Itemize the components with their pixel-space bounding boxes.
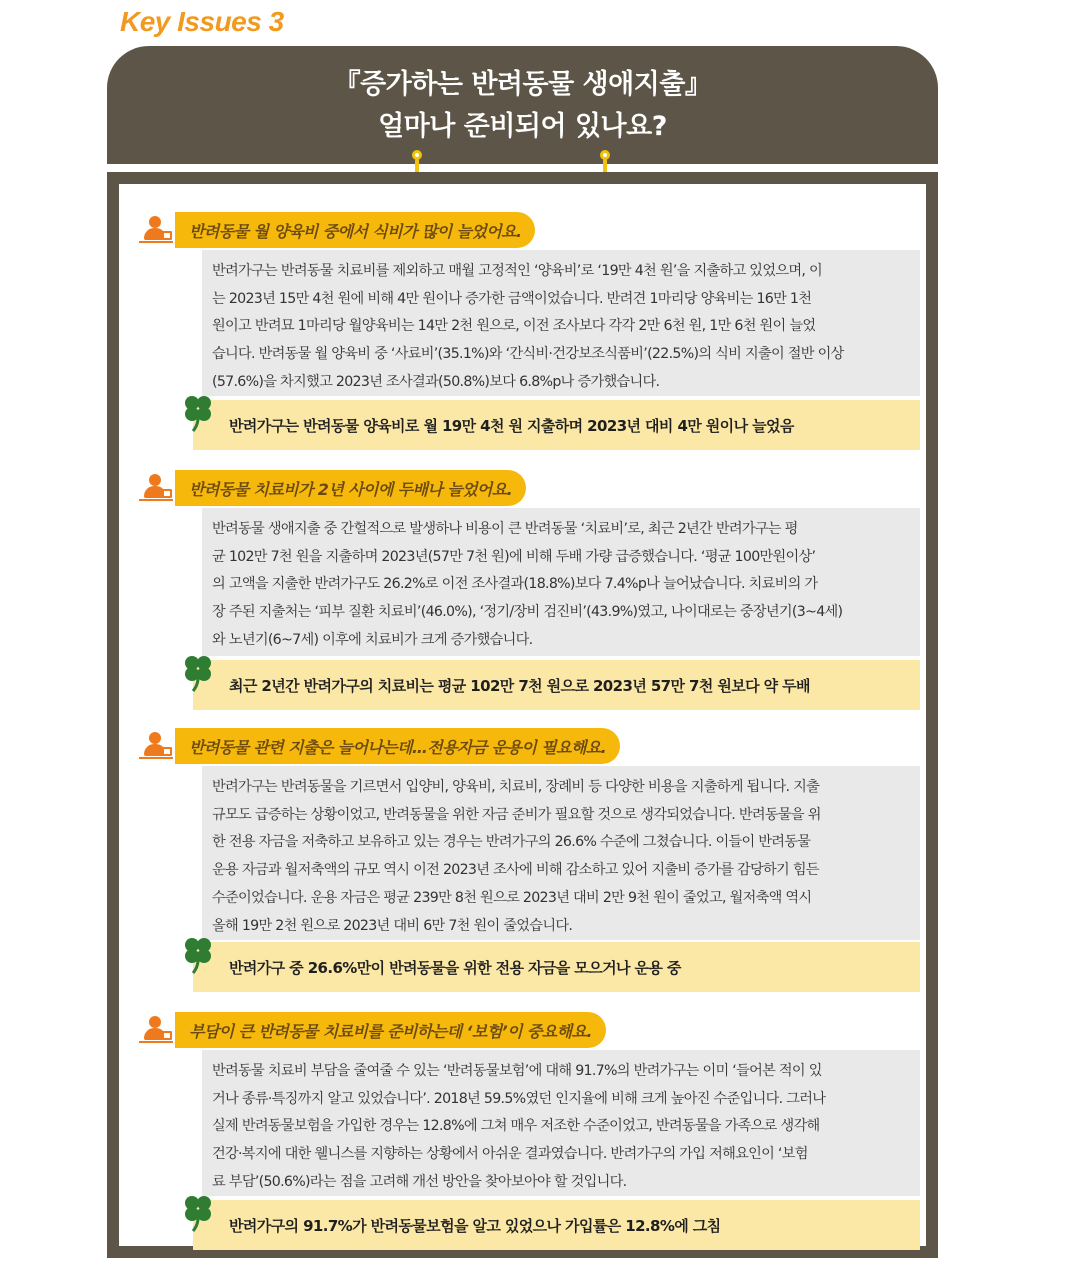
body-line: 균 102만 7천 원을 지출하며 2023년(57만 7천 원)에 비해 두배 가량 급증했습니다. ‘평균 100만원이상’ — [212, 548, 816, 565]
body-line: 한 전용 자금을 저축하고 보유하고 있는 경우는 반려가구의 26.6% 수준에 그쳤습니다. 이들이 반려동물 — [212, 834, 811, 851]
caretaker-icon — [139, 474, 173, 502]
body-line: 의 고액을 지출한 반려가구도 26.2%로 이전 조사결과(18.8%)보다 7.4%p나 늘어났습니다. 치료비의 가 — [212, 576, 818, 593]
title-line-2: 얼마나 준비되어 있나요? — [378, 111, 667, 142]
body-line: 올해 19만 2천 원으로 2023년 대비 6만 7천 원이 줄었습니다. — [212, 917, 573, 934]
clover-icon — [181, 392, 215, 432]
section-body — [202, 508, 920, 656]
key-issues-label: Key Issues 3 — [120, 6, 284, 37]
body-line: 습니다. 반려동물 월 양육비 중 ‘사료비’(35.1%)와 ‘간식비·건강보조식품비’(22.5%)의 식비 지출이 절반 이상 — [212, 346, 844, 363]
section-heading: 부담이 큰 반려동물 치료비를 준비하는데 ‘보험’이 중요해요. — [175, 1012, 606, 1048]
body-line: 거나 종류·특징까지 알고 있었습니다’. 2018년 59.5%였던 인지율에 비해 크게 높아진 수준입니다. 그러나 — [212, 1090, 826, 1107]
caretaker-icon — [139, 1016, 173, 1044]
summary-box: 반려가구는 반려동물 양육비로 월 19만 4천 원 지출하며 2023년 대비 4만 원이나 늘었음 — [193, 400, 920, 450]
body-line: 반려가구는 반려동물 치료비를 제외하고 매월 고정적인 ‘양육비’로 ‘19만 4천 원’을 지출하고 있었으며, 이 — [212, 263, 822, 279]
body-line: 와 노년기(6~7세) 이후에 치료비가 크게 증가했습니다. — [212, 631, 533, 648]
section-heading: 반려동물 관련 지출은 늘어나는데…전용자금 운용이 필요해요. — [175, 728, 620, 764]
section-body — [202, 1050, 920, 1196]
summary-box: 최근 2년간 반려가구의 치료비는 평균 102만 7천 원으로 2023년 57만 7천 원보다 약 두배 — [193, 660, 920, 710]
section-body — [202, 766, 920, 940]
section-heading: 반려동물 치료비가 2년 사이에 두배나 늘었어요. — [175, 470, 526, 506]
content-frame — [107, 172, 938, 1258]
body-line: 료 부담’(50.6%)라는 점을 고려해 개선 방안을 찾아보아야 할 것입니다. — [212, 1173, 627, 1190]
body-line: 원이고 반려묘 1마리당 월양육비는 14만 2천 원으로, 이전 조사보다 각각 2만 6천 원, 1만 6천 원이 늘었 — [212, 318, 816, 335]
body-line: 장 주된 지출처는 ‘피부 질환 치료비’(46.0%), ‘정기/장비 검진비’(43.9%)였고, 나이대로는 중장년기(3~4세) — [212, 604, 843, 621]
body-line: 반려가구는 반려동물을 기르면서 입양비, 양육비, 치료비, 장례비 등 다양한 비용을 지출하게 됩니다. 지출 — [212, 779, 820, 795]
body-line: (57.6%)을 차지했고 2023년 조사결과(50.8%)보다 6.8%p나 증가했습니다. — [212, 373, 660, 390]
clover-icon — [181, 652, 215, 692]
clover-icon — [181, 1192, 215, 1232]
body-line: 실제 반려동물보험을 가입한 경우는 12.8%에 그쳐 매우 저조한 수준이었고, 반려동물을 가족으로 생각해 — [212, 1118, 820, 1135]
section-heading: 반려동물 월 양육비 중에서 식비가 많이 늘었어요. — [175, 212, 535, 248]
body-line: 반려동물 생애지출 중 간헐적으로 발생하나 비용이 큰 반려동물 ‘치료비’로, 최근 2년간 반려가구는 평 — [212, 521, 798, 537]
summary-box: 반려가구 중 26.6%만이 반려동물을 위한 전용 자금을 모으거나 운용 중 — [193, 942, 920, 992]
title-banner — [107, 46, 938, 164]
body-line: 수준이었습니다. 운용 자금은 평균 239만 8천 원으로 2023년 대비 2만 9천 원이 줄었고, 월저축액 역시 — [212, 889, 812, 906]
body-line: 운용 자금과 월저축액의 규모 역시 이전 2023년 조사에 비해 감소하고 있어 지출비 증가를 감당하기 힘든 — [212, 862, 819, 879]
section-body — [202, 250, 920, 396]
body-line: 는 2023년 15만 4천 원에 비해 4만 원이나 증가한 금액이었습니다. 반려견 1마리당 양육비는 16만 1천 — [212, 290, 812, 307]
clover-icon — [181, 934, 215, 974]
body-line: 반려동물 치료비 부담을 줄여줄 수 있는 ‘반려동물보험’에 대해 91.7%의 반려가구는 이미 ‘들어본 적이 있 — [212, 1063, 822, 1079]
body-line: 규모도 급증하는 상황이었고, 반려동물을 위한 자금 준비가 필요할 것으로 생각되었습니다. 반려동물을 위 — [212, 806, 821, 823]
body-line: 건강·복지에 대한 웰니스를 지향하는 상황에서 아쉬운 결과였습니다. 반려가구의 가입 저해요인이 ‘보험 — [212, 1146, 808, 1163]
summary-box: 반려가구의 91.7%가 반려동물보험을 알고 있었으나 가입률은 12.8%에 그침 — [193, 1200, 920, 1250]
caretaker-icon — [139, 216, 173, 244]
caretaker-icon — [139, 732, 173, 760]
title-line-1: 『증가하는 반려동물 생애지출』 — [333, 69, 712, 100]
